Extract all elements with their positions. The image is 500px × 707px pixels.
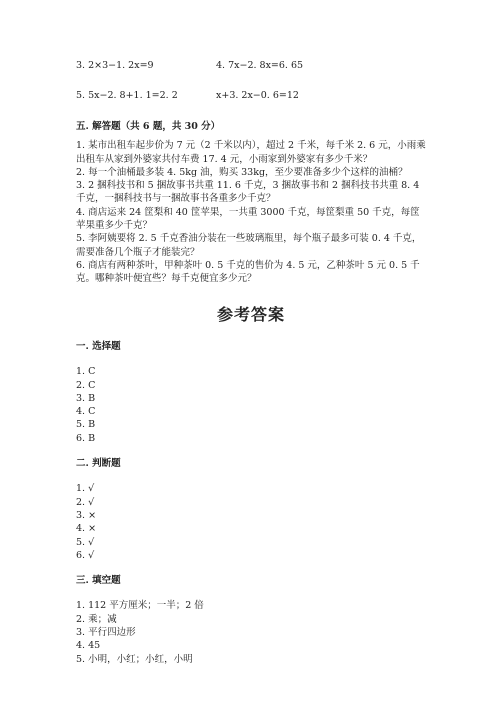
answer-item: 3. × [76, 509, 97, 521]
answer-item: 1. √ [76, 483, 95, 495]
answer-item: 4. 45 [76, 640, 101, 652]
word-problem: 1. 某市出租车起步价为 7 元（2 千米以内），超过 2 千米，每千米 2. 6 元，小雨乘出租车从家到外婆家共付车费 17. 4 元，小雨家到外婆家有多少千米？ [76, 140, 426, 165]
answer-item: 5. √ [76, 536, 95, 548]
answer-item: 3. 平行四边形 [76, 627, 136, 638]
answer-section-title: 二. 判断题 [76, 458, 121, 470]
equation: 4. 7x−2. 8x=6. 65 [216, 60, 304, 72]
answer-item: 1. 112 平方厘米；一半；2 倍 [76, 600, 204, 612]
answer-key-title: 参考答案 [216, 304, 285, 324]
answer-item: 6. B [76, 432, 96, 444]
word-problem: 6. 商店有两种茶叶，甲种茶叶 0. 5 千克的售价为 4. 5 元，乙种茶叶 5 元 0. 5 千克。哪种茶叶便宜些？每千克便宜多少元？ [76, 259, 420, 285]
equation: x+3. 2x−0. 6=12 [216, 90, 299, 102]
answer-item: 2. 乘；减 [76, 613, 117, 625]
equation: 3. 2×3−1. 2x=9 [76, 60, 154, 72]
word-problem: 3. 2 捆科技书和 5 捆故事书共重 11. 6 千克，3 捆故事书和 2 捆科技书共重 8. 4 千克，一捆科技书与一捆故事书各重多少千克？ [76, 180, 420, 205]
equation-row [76, 56, 426, 76]
answer-item: 4. × [76, 523, 97, 535]
answer-item: 3. B [76, 392, 96, 404]
equation-row [76, 86, 426, 106]
answer-list [76, 365, 426, 445]
equations-block [76, 56, 426, 106]
answer-item: 2. √ [76, 496, 95, 508]
answer-section-judgment [76, 457, 426, 562]
answer-item: 4. C [76, 406, 96, 418]
answer-list [76, 482, 426, 562]
word-problem: 5. 李阿姨要将 2. 5 千克香油分装在一些玻璃瓶里，每个瓶子最多可装 0. 4 千克，需要准备几个瓶子才能装完？ [76, 233, 422, 258]
worksheet-page [76, 56, 426, 678]
answer-item: 6. √ [76, 549, 95, 561]
equation: 5. 5x−2. 8+1. 1=2. 2 [76, 90, 178, 102]
word-problem: 2. 每一个油桶最多装 4. 5kg 油，购买 33kg，至少要准备多少个这样的油桶？ [76, 166, 408, 178]
answer-item: 5. B [76, 419, 96, 431]
answer-section-choice [76, 340, 426, 445]
section-title-word-problems: 五. 解答题（共 6 题，共 30 分） [76, 121, 221, 132]
word-problems-list [76, 139, 426, 285]
answer-section-title: 一. 选择题 [76, 340, 121, 352]
answer-section-fill-in [76, 574, 426, 666]
answer-item: 2. C [76, 379, 96, 391]
answer-item: 1. C [76, 366, 96, 378]
answer-section-title: 三. 填空题 [76, 575, 121, 587]
word-problem: 4. 商店运来 24 筐梨和 40 筐苹果，一共重 3000 千克，每筐梨重 50 千克，每筐苹果重多少千克？ [76, 206, 420, 232]
answer-list [76, 599, 426, 665]
answer-item: 5. 小明，小红；小红，小明 [76, 653, 193, 665]
